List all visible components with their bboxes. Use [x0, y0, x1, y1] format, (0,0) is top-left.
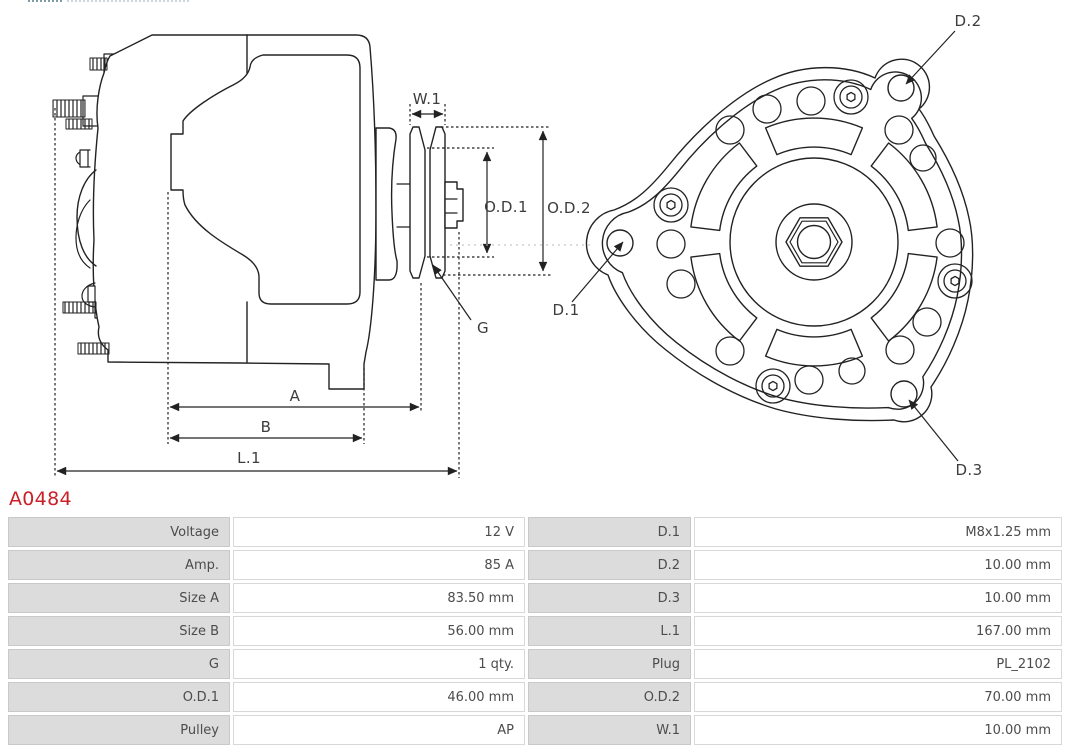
- spec-value-cell: 85 A: [233, 550, 525, 580]
- spec-value-cell: 10.00 mm: [694, 550, 1062, 580]
- spec-label-cell: D.1: [528, 517, 691, 547]
- spec-value-cell: PL_2102: [694, 649, 1062, 679]
- spec-label-cell: Pulley: [8, 715, 230, 745]
- spec-value-cell: 56.00 mm: [233, 616, 525, 646]
- spec-label-cell: Size B: [8, 616, 230, 646]
- spec-value-cell: 10.00 mm: [694, 715, 1062, 745]
- spec-value-cell: 10.00 mm: [694, 583, 1062, 613]
- spec-label-cell: Plug: [528, 649, 691, 679]
- spec-label-cell: Amp.: [8, 550, 230, 580]
- spec-value-cell: 70.00 mm: [694, 682, 1062, 712]
- spec-label-cell: L.1: [528, 616, 691, 646]
- spec-label-cell: D.2: [528, 550, 691, 580]
- spec-label-cell: G: [8, 649, 230, 679]
- dim-label-d3: D.3: [955, 461, 983, 479]
- center-hub: [730, 158, 898, 326]
- spec-value-cell: 167.00 mm: [694, 616, 1062, 646]
- spec-value-cell: 1 qty.: [233, 649, 525, 679]
- dim-label-d2: D.2: [954, 12, 982, 30]
- side-view-drawing: [53, 35, 463, 389]
- spec-value-cell: 46.00 mm: [233, 682, 525, 712]
- front-view-drawing: [586, 59, 972, 422]
- spec-label-cell: Voltage: [8, 517, 230, 547]
- specs-table: [8, 517, 1062, 745]
- dim-label-l1: L.1: [237, 449, 261, 467]
- spec-label-cell: O.D.2: [528, 682, 691, 712]
- spec-label-cell: D.3: [528, 583, 691, 613]
- dim-label-od2: O.D.2: [547, 199, 591, 217]
- dim-label-d1: D.1: [552, 301, 580, 319]
- spec-label-cell: O.D.1: [8, 682, 230, 712]
- dim-label-w1: W.1: [412, 90, 442, 108]
- spec-value-cell: AP: [233, 715, 525, 745]
- spec-value-cell: 12 V: [233, 517, 525, 547]
- part-number: A0484: [9, 488, 72, 510]
- spec-value-cell: M8x1.25 mm: [694, 517, 1062, 547]
- dim-label-b: B: [260, 418, 272, 436]
- spec-label-cell: Size A: [8, 583, 230, 613]
- dim-label-a: A: [289, 387, 301, 405]
- spec-label-cell: W.1: [528, 715, 691, 745]
- dim-label-g: G: [476, 319, 490, 337]
- dim-label-od1: O.D.1: [484, 198, 528, 216]
- spec-value-cell: 83.50 mm: [233, 583, 525, 613]
